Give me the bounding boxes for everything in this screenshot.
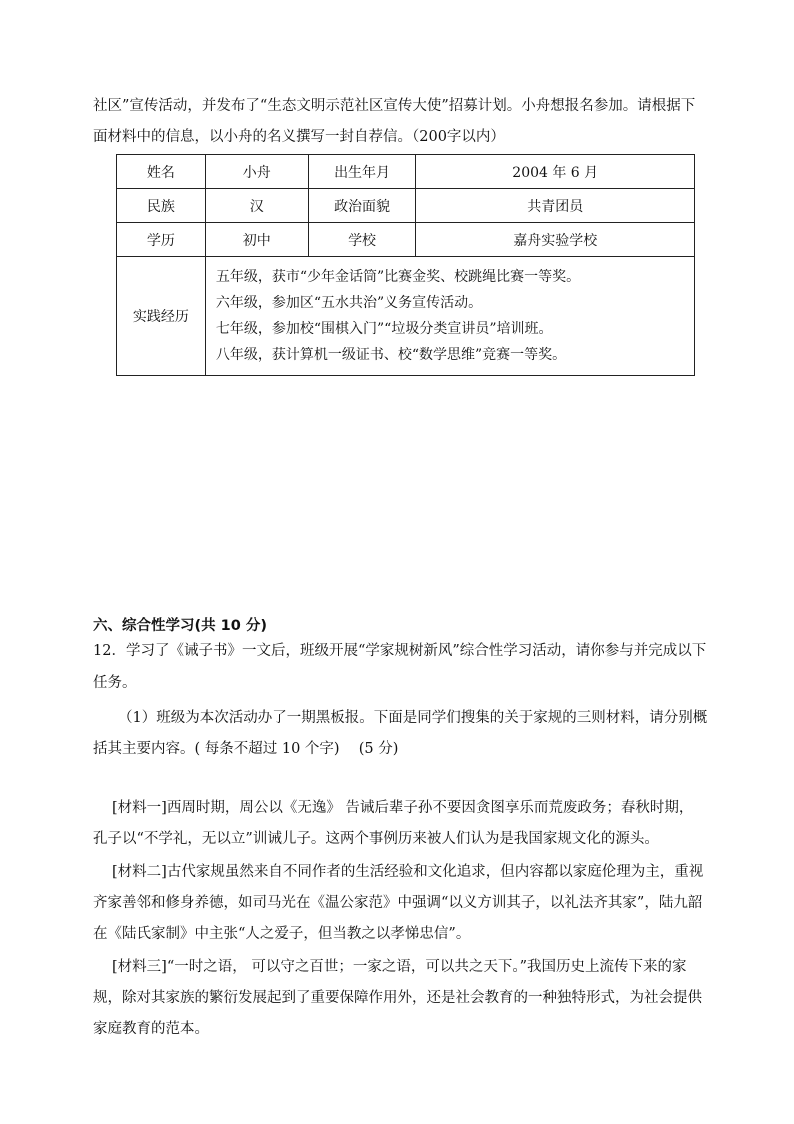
table-cell: 学历 [117,223,206,257]
table-cell: 学校 [308,223,416,257]
table-cell: 民族 [117,189,206,223]
table-cell: 嘉舟实验学校 [416,223,695,257]
practice-item: 七年级，参加校“围棋入门”“垃圾分类宣讲员”培训班。 [215,321,553,337]
table-cell: 共青团员 [416,189,695,223]
subquestion-1-line-1: （1）班级为本次活动办了一期黑板报。下面是同学们搜集的关于家规的三则材料，请分别概 [118,710,708,726]
table-cell: 姓名 [117,155,206,189]
material-2-line-2: 齐家善邻和修身养德，如司马光在《温公家范》中强调“以义方训其子，以礼法齐其家”，陆九韶 [93,895,703,911]
material-3-line-1: [材料三]“一时之语， 可以守之百世；一家之语，可以共之天下。”我国历史上流传下来的家 [112,959,687,975]
practice-label: 实践经历 [117,257,206,376]
practice-item: 六年级，参加区“五水共治”义务宣传活动。 [215,295,483,311]
table-row [117,155,695,189]
table-cell: 政治面貌 [308,189,416,223]
section-heading: 六、综合性学习(共 10 分) [93,618,268,634]
table-cell: 出生年月 [308,155,416,189]
material-1-line-2: 孔子以“不学礼，无以立”训诫儿子。这两个事例历来被人们认为是我国家规文化的源头。 [93,831,659,847]
material-1-line-1: [材料一]西周时期，周公以《无逸》 告诫后辈子孙不要因贪图享乐而荒废政务；春秋时期， [112,800,694,816]
material-2-line-3: 在《陆氏家制》中主张“人之爱子，但当教之以孝悌忠信”。 [93,926,471,942]
table-cell: 初中 [205,223,308,257]
applicant-info-table [116,154,695,376]
intro-line-2: 面材料中的信息，以小舟的名义撰写一封自荐信。（200字以内） [93,129,505,145]
table-cell: 小舟 [205,155,308,189]
table-row [117,223,695,257]
material-3-line-2: 规，除对其家族的繁衍发展起到了重要保障作用外，还是社会教育的一种独特形式，为社会提供 [93,990,702,1006]
table-cell: 汉 [205,189,308,223]
subquestion-1-line-2: 括其主要内容。( 每条不超过 10 个字) (5 分) [93,741,399,757]
practice-item: 五年级，获市“少年金话筒”比赛金奖、校跳绳比赛一等奖。 [215,269,581,285]
table-cell: 2004 年 6 月 [416,155,695,189]
practice-item: 八年级，获计算机一级证书、校“数学思维”竞赛一等奖。 [215,347,567,363]
material-2-line-1: [材料二]古代家规虽然来自不同作者的生活经验和文化追求，但内容都以家庭伦理为主，重视 [112,864,704,880]
material-3-line-3: 家庭教育的范本。 [93,1021,209,1037]
table-row-practice [117,257,695,376]
practice-list [205,257,694,376]
question-12-line-2: 任务。 [93,675,137,691]
question-12-line-1: 12．学习了《诫子书》一文后，班级开展“学家规树新风”综合性学习活动，请你参与并完成以下 [93,643,707,659]
table-row [117,189,695,223]
intro-line-1: 社区”宣传活动，并发布了“生态文明示范社区宣传大使”招募计划。小舟想报名参加。请根据下 [93,98,696,114]
